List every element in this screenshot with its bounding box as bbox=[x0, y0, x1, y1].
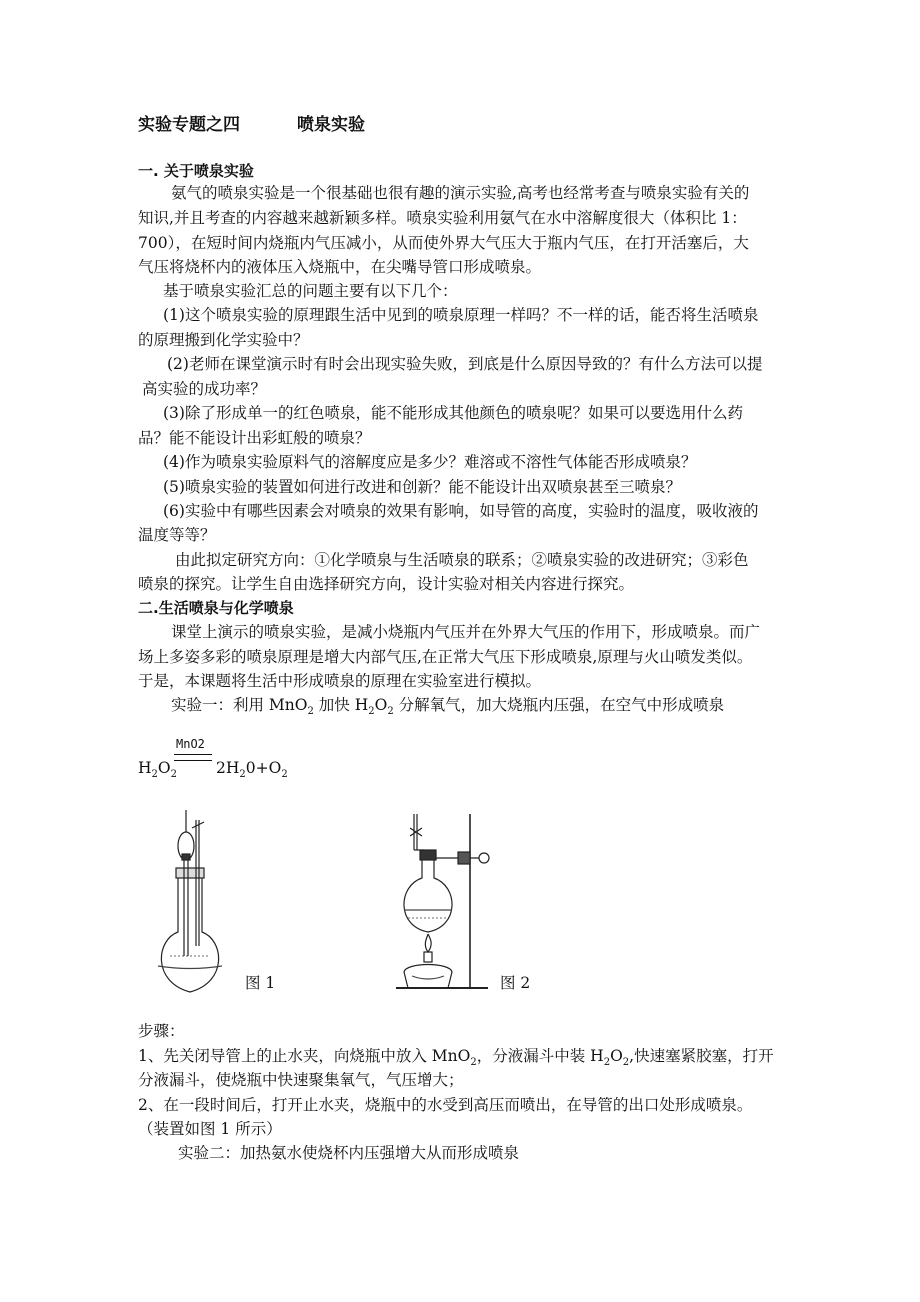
section2-line-3: 于是，本课题将生活中形成喷泉的原理在实验室进行模拟。 bbox=[138, 672, 542, 690]
catalyst-label: MnO2 bbox=[176, 737, 205, 751]
equation-equals-sign bbox=[174, 754, 212, 761]
steps-heading: 步骤： bbox=[138, 1022, 185, 1040]
section2-heading: 二.生活喷泉与化学喷泉 bbox=[138, 599, 294, 617]
experiment-2-text: 实验二：加热氨水使烧杯内压强增大从而形成喷泉 bbox=[178, 1144, 520, 1162]
section1-line-3: 700），在短时间内烧瓶内气压减小，从而使外界大气压大于瓶内气压，在打开活塞后，大 bbox=[138, 234, 749, 252]
question-5: (5)喷泉实验的装置如何进行改进和创新？能不能设计出双喷泉甚至三喷泉？ bbox=[163, 478, 681, 496]
doc-title-left: 实验专题之四 bbox=[138, 115, 240, 135]
section1-line-5: 基于喷泉实验汇总的问题主要有以下几个： bbox=[163, 282, 458, 300]
step-2-line-1: 2、在一段时间后，打开止水夹，烧瓶中的水受到高压而喷出，在导管的出口处形成喷泉。 bbox=[138, 1096, 753, 1114]
section1-line-2: 知识,并且考查的内容越来越新颖多样。喷泉实验利用氨气在水中溶解度很大（体积比 1： bbox=[138, 209, 747, 227]
direction-line-1: 由此拟定研究方向：①化学喷泉与生活喷泉的联系；②喷泉实验的改进研究；③彩色 bbox=[175, 551, 749, 569]
section1-line-1: 氨气的喷泉实验是一个很基础也很有趣的演示实验,高考也经常考查与喷泉实验有关的 bbox=[171, 184, 750, 202]
question-2b: 高实验的成功率？ bbox=[142, 380, 267, 398]
section2-line-2: 场上多姿多彩的喷泉原理是增大内部气压,在正常大气压下形成喷泉,原理与火山喷发类似。 bbox=[138, 648, 753, 666]
figure-1-label: 图 1 bbox=[245, 974, 276, 992]
section1-heading: 一. 关于喷泉实验 bbox=[138, 162, 254, 180]
equation-left: $H_2O_2$ bbox=[138, 759, 177, 781]
question-1a: (1)这个喷泉实验的原理跟生活中见到的喷泉原理一样吗？不一样的话，能否将生活喷泉 bbox=[163, 306, 759, 324]
section1-line-4: 气压将烧杯内的液体压入烧瓶中，在尖嘴导管口形成喷泉。 bbox=[138, 258, 542, 276]
figure-1-apparatus-illustration bbox=[150, 806, 230, 996]
equation-right: $2H_20+O_2$ bbox=[216, 759, 288, 781]
direction-line-2: 喷泉的探究。让学生自由选择研究方向，设计实验对相关内容进行探究。 bbox=[138, 575, 635, 593]
question-2a: (2)老师在课堂演示时有时会出现实验失败，到底是什么原因导致的？有什么方法可以提 bbox=[167, 355, 763, 373]
step-2-line-2: （装置如图 1 所示） bbox=[138, 1120, 282, 1138]
question-3a: (3)除了形成单一的红色喷泉，能不能形成其他颜色的喷泉呢？如果可以要选用什么药 bbox=[163, 404, 743, 422]
doc-title-right: 喷泉实验 bbox=[297, 115, 365, 135]
question-1b: 的原理搬到化学实验中？ bbox=[138, 331, 309, 349]
question-6a: (6)实验中有哪些因素会对喷泉的效果有影响，如导管的高度，实验时的温度，吸收液的 bbox=[163, 502, 759, 520]
step-1-line-1: 1、先关闭导管上的止水夹，向烧瓶中放入 MnO$_2$，分液漏斗中装 $H_2O_2$,快速塞紧胶塞，打开 bbox=[138, 1047, 774, 1069]
figure-2-label: 图 2 bbox=[500, 974, 531, 992]
figure-2-apparatus-illustration bbox=[392, 806, 500, 996]
question-4: (4)作为喷泉实验原料气的溶解度应是多少？难溶或不溶性气体能否形成喷泉？ bbox=[163, 453, 697, 471]
question-3b: 品？能不能设计出彩虹般的喷泉？ bbox=[138, 429, 371, 447]
step-1-line-2: 分液漏斗，使烧瓶中快速聚集氧气，气压增大； bbox=[138, 1071, 464, 1089]
question-6b: 温度等等？ bbox=[138, 526, 216, 544]
experiment-1-text: 实验一：利用 MnO$_2$ 加快 $H_2O_2$ 分解氧气，加大烧瓶内压强，在空气中形成喷泉 bbox=[171, 696, 725, 718]
section2-line-1: 课堂上演示的喷泉实验，是减小烧瓶内气压并在外界大气压的作用下，形成喷泉。而广 bbox=[171, 623, 761, 641]
